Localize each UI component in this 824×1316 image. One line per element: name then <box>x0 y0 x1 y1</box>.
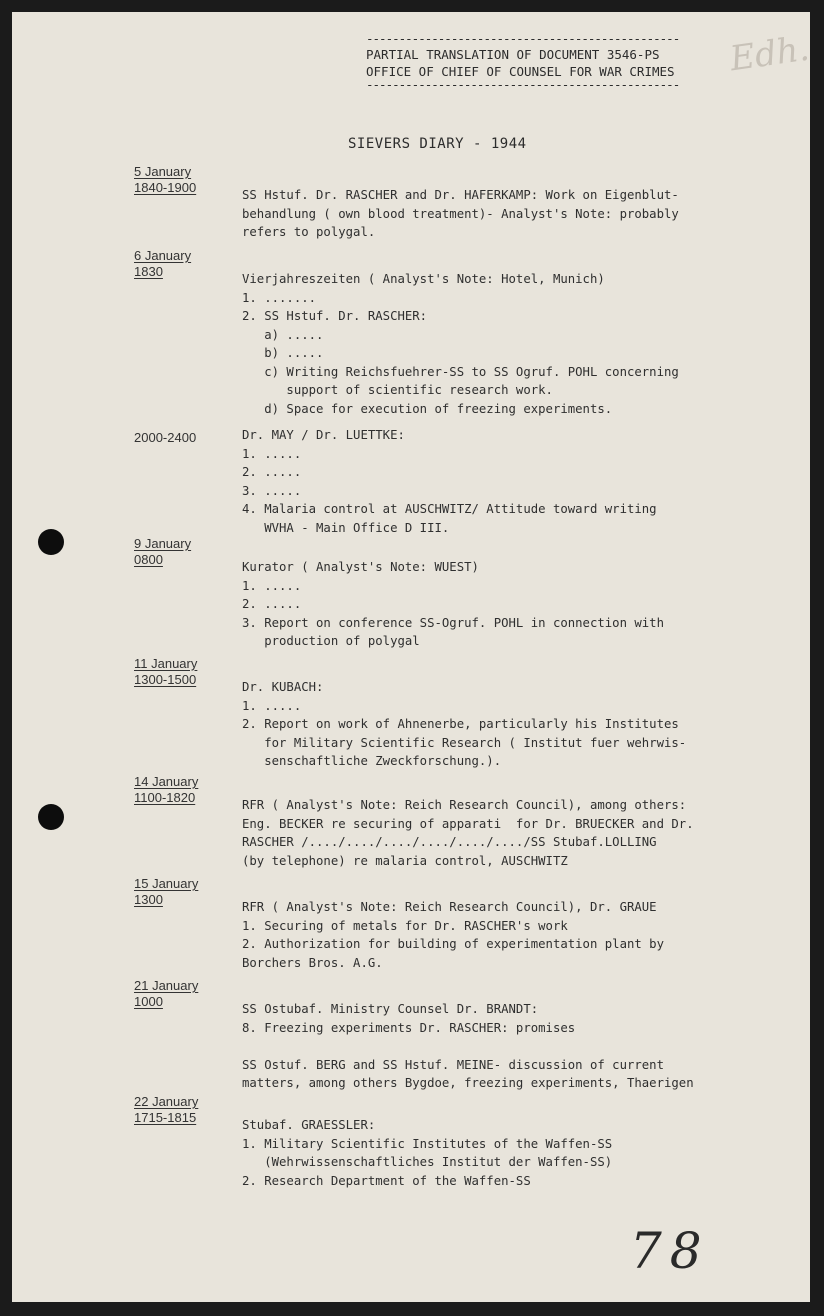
entry-text <box>242 796 782 870</box>
entry-line: 8. Freezing experiments Dr. RASCHER: promises <box>242 1020 576 1035</box>
punch-hole <box>38 529 64 555</box>
entry-line: 2. ..... <box>242 597 302 611</box>
document-page <box>12 12 810 1302</box>
entry-text <box>242 558 782 651</box>
entry-line: 3. Report on conference SS-Ogruf. POHL in connection with <box>242 615 664 630</box>
entry-line: 1. ..... <box>242 446 302 461</box>
entry-date-block <box>134 430 230 446</box>
entry-date: 15 January <box>134 876 199 891</box>
entry-line: 2. ..... <box>242 465 302 479</box>
entry-time: 1830 <box>134 264 163 279</box>
entry-time: 1300-1500 <box>134 672 197 687</box>
entry-line <box>242 1037 782 1056</box>
entry-date-block <box>134 248 230 280</box>
entry-line: SS Ostuf. BERG and SS Hstuf. MEINE- discussion of current <box>242 1057 664 1072</box>
entry-date: 21 January <box>134 978 199 993</box>
entry-date-block <box>134 164 230 196</box>
entry-line: Borchers Bros. A.G. <box>242 955 383 970</box>
entry-text <box>242 1000 782 1093</box>
entry-line: WVHA - Main Office D III. <box>242 520 450 535</box>
entry-line: Vierjahreszeiten ( Analyst's Note: Hotel, Munich) <box>242 272 605 286</box>
entry-text <box>242 270 782 418</box>
entry-line: senschaftliche Zweckforschung.). <box>242 754 502 768</box>
entry-line: c) Writing Reichsfuehrer-SS to SS Ogruf. POHL concerning <box>242 364 679 379</box>
entry-line: 1. ..... <box>242 578 302 593</box>
entry-date-block <box>134 774 230 806</box>
entry-line: matters, among others Bygdoe, freezing experiments, Thaerigen <box>242 1076 694 1090</box>
entry-line: 1. Military Scientific Institutes of the Waffen-SS <box>242 1136 613 1151</box>
document-header <box>366 34 712 92</box>
entry-date: 22 January <box>134 1094 199 1109</box>
entry-line: 1. ..... <box>242 698 302 713</box>
entry-line: RFR ( Analyst's Note: Reich Research Council), among others: <box>242 798 687 812</box>
entry-date: 9 January <box>134 536 192 551</box>
entry-time: 1300 <box>134 892 163 907</box>
entry-line: SS Hstuf. Dr. RASCHER and Dr. HAFERKAMP: Work on Eigenblut- <box>242 188 679 202</box>
entry-line: Kurator ( Analyst's Note: WUEST) <box>242 560 479 574</box>
page-number: 78 <box>630 1222 710 1280</box>
entry-line: a) ..... <box>242 327 324 342</box>
entry-line: 4. Malaria control at AUSCHWITZ/ Attitude toward writing <box>242 502 657 516</box>
entry-date-block <box>134 1094 230 1126</box>
header-rule-top: ------------------------------------------------ <box>366 34 680 46</box>
entry-date: 14 January <box>134 774 199 789</box>
entry-line: (by telephone) re malaria control, AUSCHWITZ <box>242 853 568 868</box>
entry-time: 1715-1815 <box>134 1110 197 1125</box>
entry-line: Dr. MAY / Dr. LUETTKE: <box>242 428 405 442</box>
entry-date-block <box>134 978 230 1010</box>
entry-line: for Military Scientific Research ( Institut fuer wehrwis- <box>242 735 687 750</box>
entry-date-block <box>134 536 230 568</box>
entry-line: 2. Authorization for building of experimentation plant by <box>242 937 664 951</box>
entry-line: support of scientific research work. <box>242 383 553 397</box>
entry-line: 2. Research Department of the Waffen-SS <box>242 1173 531 1188</box>
entry-text <box>242 678 782 771</box>
entry-line: b) ..... <box>242 346 324 360</box>
entry-text <box>242 426 782 537</box>
entry-line: 2. SS Hstuf. Dr. RASCHER: <box>242 309 428 323</box>
entry-time: 1100-1820 <box>134 790 196 805</box>
entry-line: (Wehrwissenschaftliches Institut der Waffen-SS) <box>242 1155 613 1169</box>
entry-line: 1. Securing of metals for Dr. RASCHER's work <box>242 918 568 933</box>
entry-line: 1. ....... <box>242 290 317 305</box>
entry-time: 1000 <box>134 994 163 1009</box>
entry-line: d) Space for execution of freezing experiments. <box>242 401 613 416</box>
entry-text <box>242 1116 782 1190</box>
punch-hole <box>38 804 64 830</box>
header-line-2: OFFICE OF CHIEF OF COUNSEL FOR WAR CRIMES <box>366 64 675 79</box>
entry-line: Stubaf. GRAESSLER: <box>242 1118 376 1132</box>
entry-line: 3. ..... <box>242 483 302 498</box>
entry-line: SS Ostubaf. Ministry Counsel Dr. BRANDT: <box>242 1002 539 1016</box>
entry-line: behandlung ( own blood treatment)- Analyst's Note: probably <box>242 206 679 221</box>
entry-time: 1840-1900 <box>134 180 197 195</box>
entry-line: Eng. BECKER re securing of apparati for Dr. BRUECKER and Dr. <box>242 816 694 831</box>
entry-date-block <box>134 876 230 908</box>
header-rule-bottom: ------------------------------------------------ <box>366 80 680 92</box>
document-title: SIEVERS DIARY - 1944 <box>348 136 527 152</box>
entry-text <box>242 898 782 972</box>
entry-date-block <box>134 656 230 688</box>
handwritten-initials: Edh. <box>727 28 812 80</box>
entry-line: refers to polygal. <box>242 225 376 239</box>
entry-line: production of polygal <box>242 634 420 648</box>
entry-date: 11 January <box>134 656 198 671</box>
entry-date: 6 January <box>134 248 192 263</box>
header-line-1: PARTIAL TRANSLATION OF DOCUMENT 3546-PS <box>366 47 660 62</box>
entry-line: RFR ( Analyst's Note: Reich Research Council), Dr. GRAUE <box>242 900 657 914</box>
entry-time: 0800 <box>134 552 163 567</box>
entry-line: Dr. KUBACH: <box>242 680 324 694</box>
entry-line: RASCHER /..../..../..../..../..../..../SS Stubaf.LOLLING <box>242 835 657 849</box>
entry-text <box>242 186 782 242</box>
entry-time: 2000-2400 <box>134 430 197 445</box>
entry-line: 2. Report on work of Ahnenerbe, particularly his Institutes <box>242 717 679 731</box>
entry-date: 5 January <box>134 164 192 179</box>
